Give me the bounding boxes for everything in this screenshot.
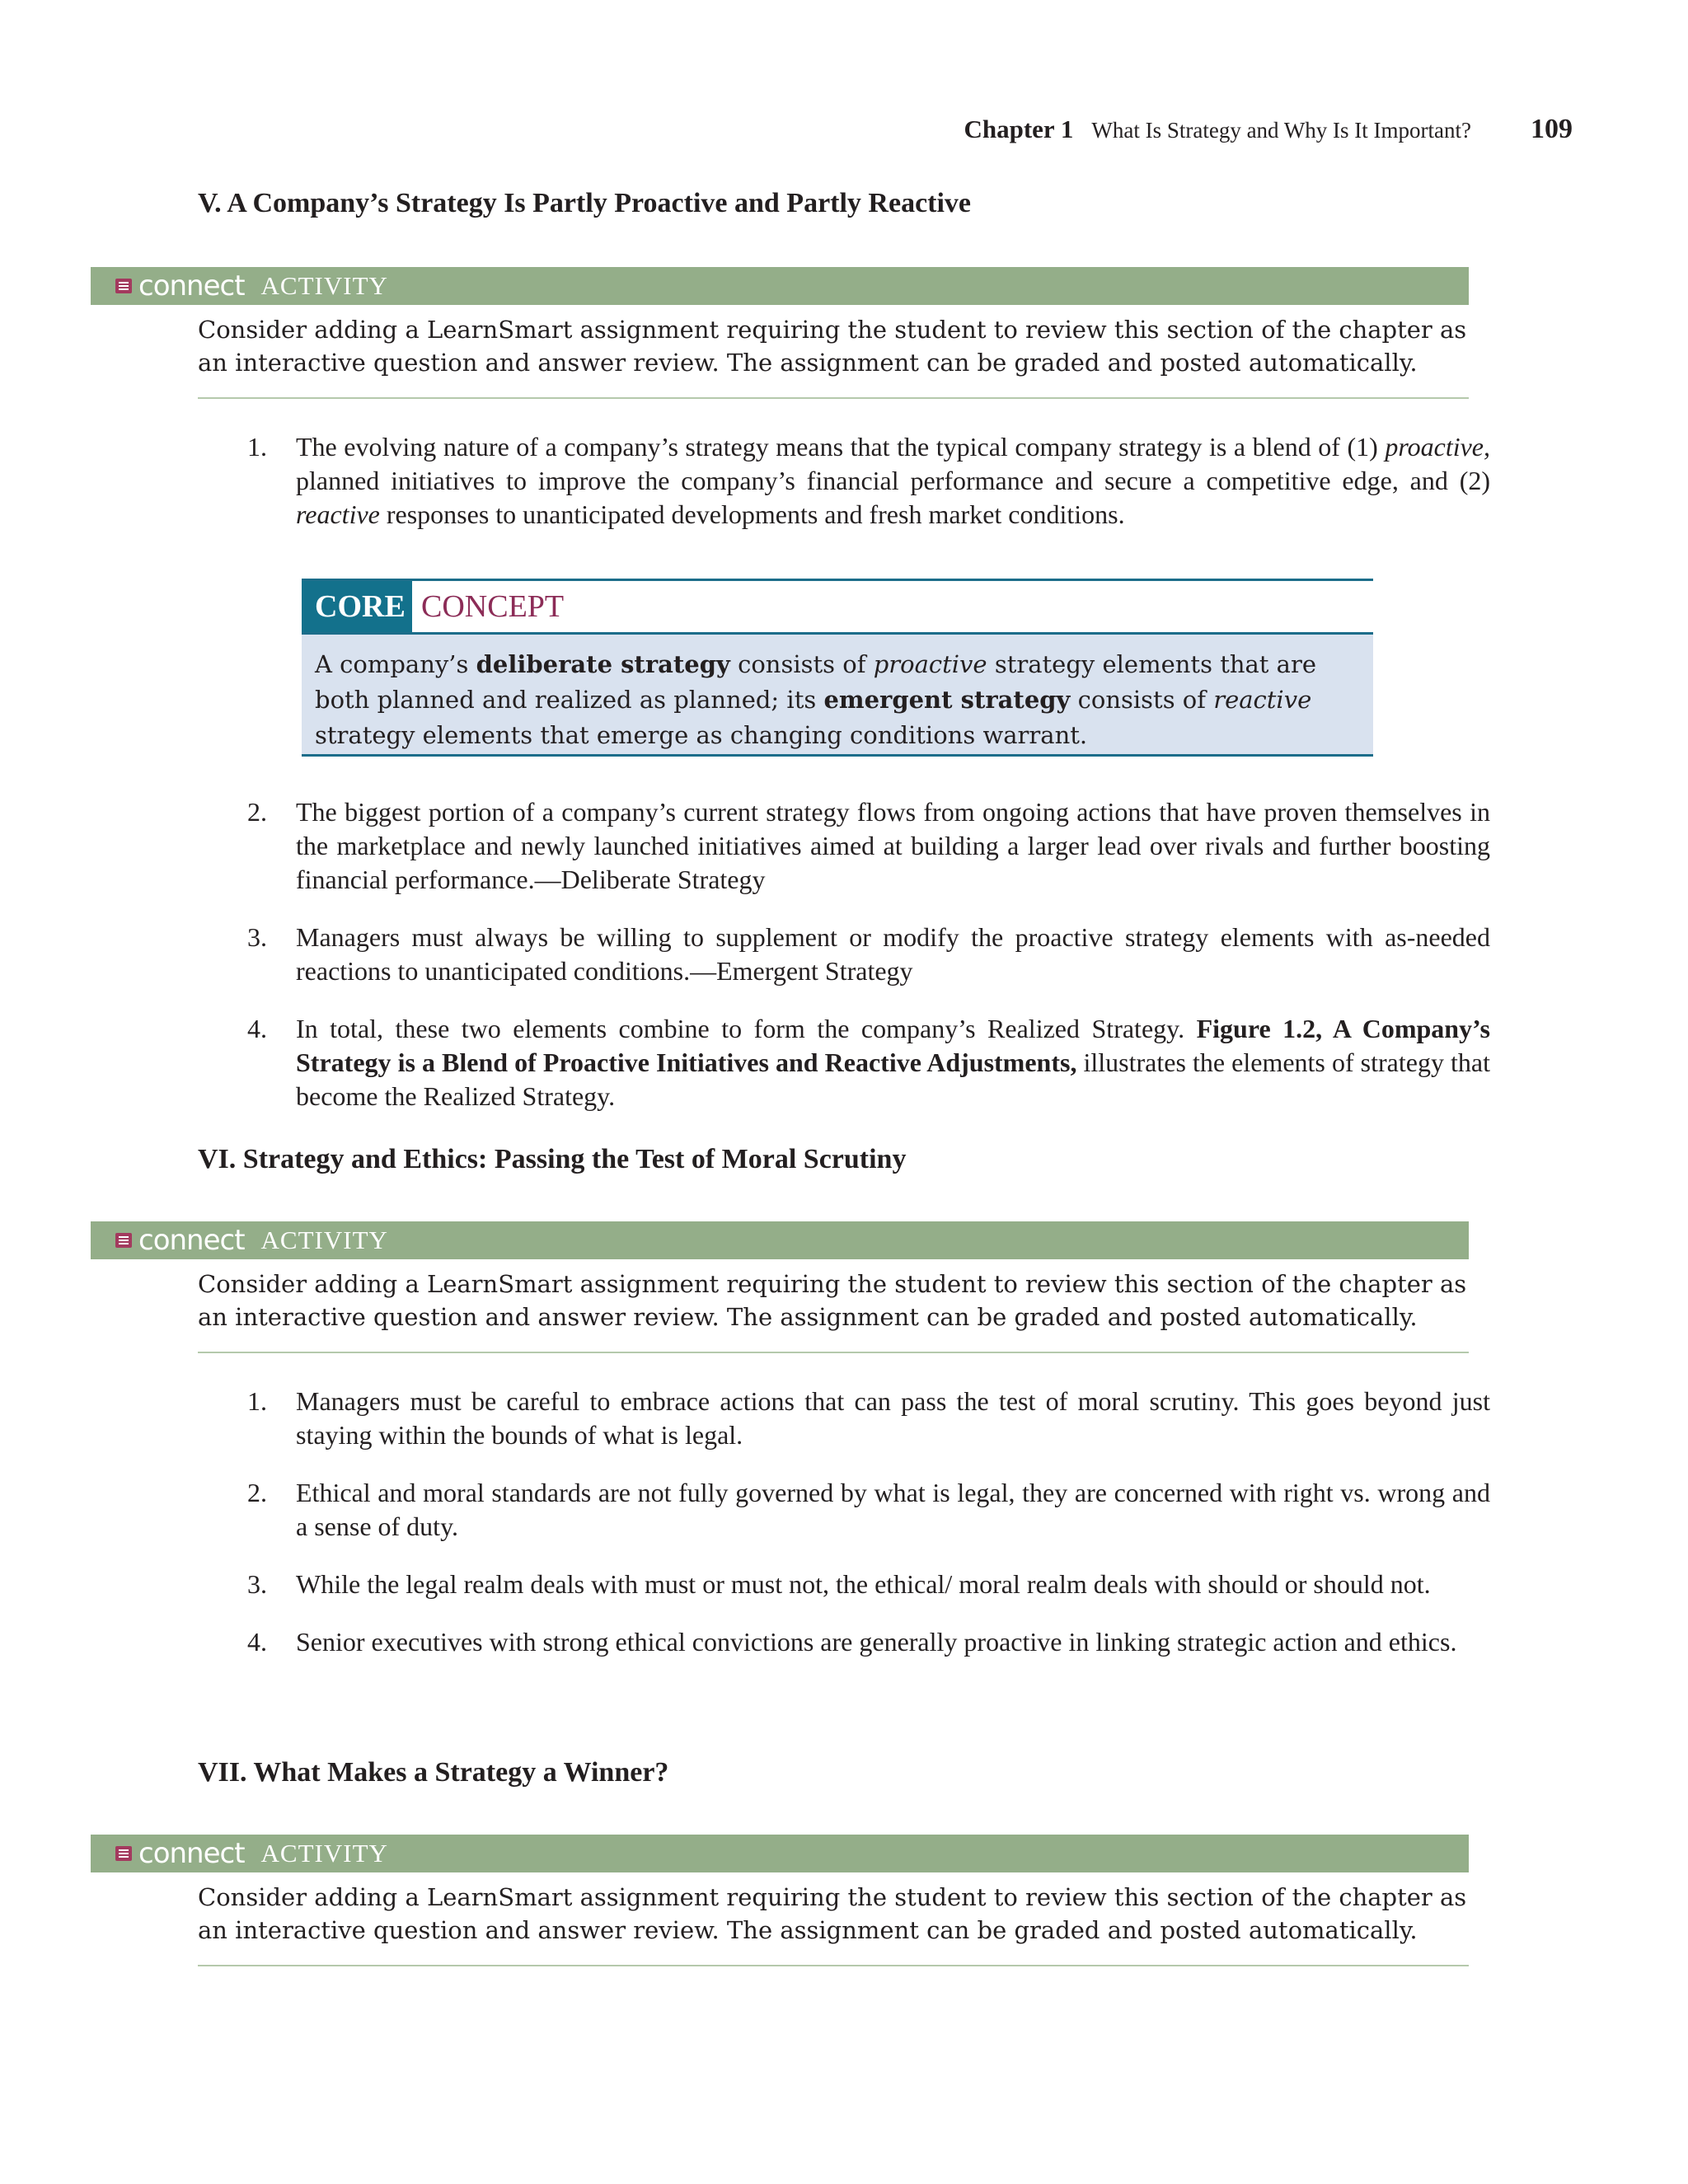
core-concept-box [302, 579, 1373, 757]
list-item: 4. Senior executives with strong ethical convictions are generally proactive in linking strategic action and ethics. [247, 1627, 1457, 1657]
page-number: 109 [1531, 114, 1573, 144]
section-v-list-b [247, 795, 1490, 1137]
connect-book-icon [115, 1233, 132, 1248]
activity-text: Consider adding a LearnSmart assignment requiring the student to review this section of the chapter as an interactive question and answer review. The assignment can be graded and posted automatically. [198, 316, 1467, 377]
chapter-label: Chapter 1 [964, 115, 1074, 143]
list-item: 3. Managers must always be willing to supplement or modify the proactive strategy elements with as-needed reactions to unanticipated conditions.—Emergent Strategy [247, 922, 1490, 986]
list-item: 1. The evolving nature of a company’s strategy means that the typical company strategy is a blend of (1) proactive, planned initiatives to improve the company’s financial performance and secure a competitive edge, and (2) reactive responses to unanticipated developments and fresh market conditions. [247, 432, 1490, 529]
divider [198, 1965, 1469, 1966]
chapter-title: What Is Strategy and Why Is It Important? [1091, 118, 1471, 143]
running-header [964, 114, 1573, 145]
list-item: 3. While the legal realm deals with must or must not, the ethical/ moral realm deals with should or should not. [247, 1569, 1431, 1599]
connect-activity-bar [91, 1221, 1469, 1259]
section-heading-vii: VII. What Makes a Strategy a Winner? [198, 1757, 669, 1788]
connect-book-icon [115, 279, 132, 293]
connect-activity-bar [91, 1835, 1469, 1872]
activity-text: Consider adding a LearnSmart assignment requiring the student to review this section of the chapter as an interactive question and answer review. The assignment can be graded and posted automatically. [198, 1270, 1467, 1331]
divider [198, 397, 1469, 399]
list-item: 1. Managers must be careful to embrace actions that can pass the test of moral scrutiny. This goes beyond just staying within the bounds of what is legal. [247, 1386, 1490, 1450]
core-label: CORE [302, 581, 412, 632]
activity-label: ACTIVITY [260, 1839, 388, 1868]
core-concept-header [302, 581, 1373, 635]
connect-book-icon [115, 1846, 132, 1861]
activity-label: ACTIVITY [260, 1226, 388, 1254]
list-item: 2. Ethical and moral standards are not fully governed by what is legal, they are concerned with right vs. wrong and a sense of duty. [247, 1478, 1490, 1541]
core-concept-text: A company’s deliberate strategy consists of proactive strategy elements that are both planned and realized as planned; its emergent strategy consists of reactive strategy elements that emerge as changing conditions warrant. [315, 650, 1316, 749]
connect-activity-bar [91, 267, 1469, 305]
connect-logo: connect [138, 1837, 245, 1870]
list-item: 4. In total, these two elements combine to form the company’s Realized Strategy. Figure 1.2, A Company’s Strategy is a Blend of Proactive Initiatives and Reactive Adjustments, illustrates the elements of strategy that become the Realized Strategy. [247, 1014, 1491, 1111]
activity-text: Consider adding a LearnSmart assignment requiring the student to review this section of the chapter as an interactive question and answer review. The assignment can be graded and posted automatically. [198, 1883, 1467, 1944]
section-heading-v: V. A Company’s Strategy Is Partly Proactive and Partly Reactive [198, 188, 972, 218]
list-item: 2. The biggest portion of a company’s current strategy flows from ongoing actions that have proven themselves in the marketplace and newly launched initiatives aimed at building a larger lead over rivals and further boosting financial performance.—Deliberate Strategy [247, 797, 1490, 894]
concept-label: CONCEPT [421, 589, 565, 624]
section-heading-vi: VI. Strategy and Ethics: Passing the Test of Moral Scrutiny [198, 1144, 907, 1174]
section-v-list-a [247, 430, 1490, 555]
activity-label: ACTIVITY [260, 271, 388, 300]
divider [198, 1352, 1469, 1353]
connect-logo: connect [138, 1224, 245, 1257]
connect-logo: connect [138, 269, 245, 302]
section-vi-list [247, 1385, 1490, 1683]
